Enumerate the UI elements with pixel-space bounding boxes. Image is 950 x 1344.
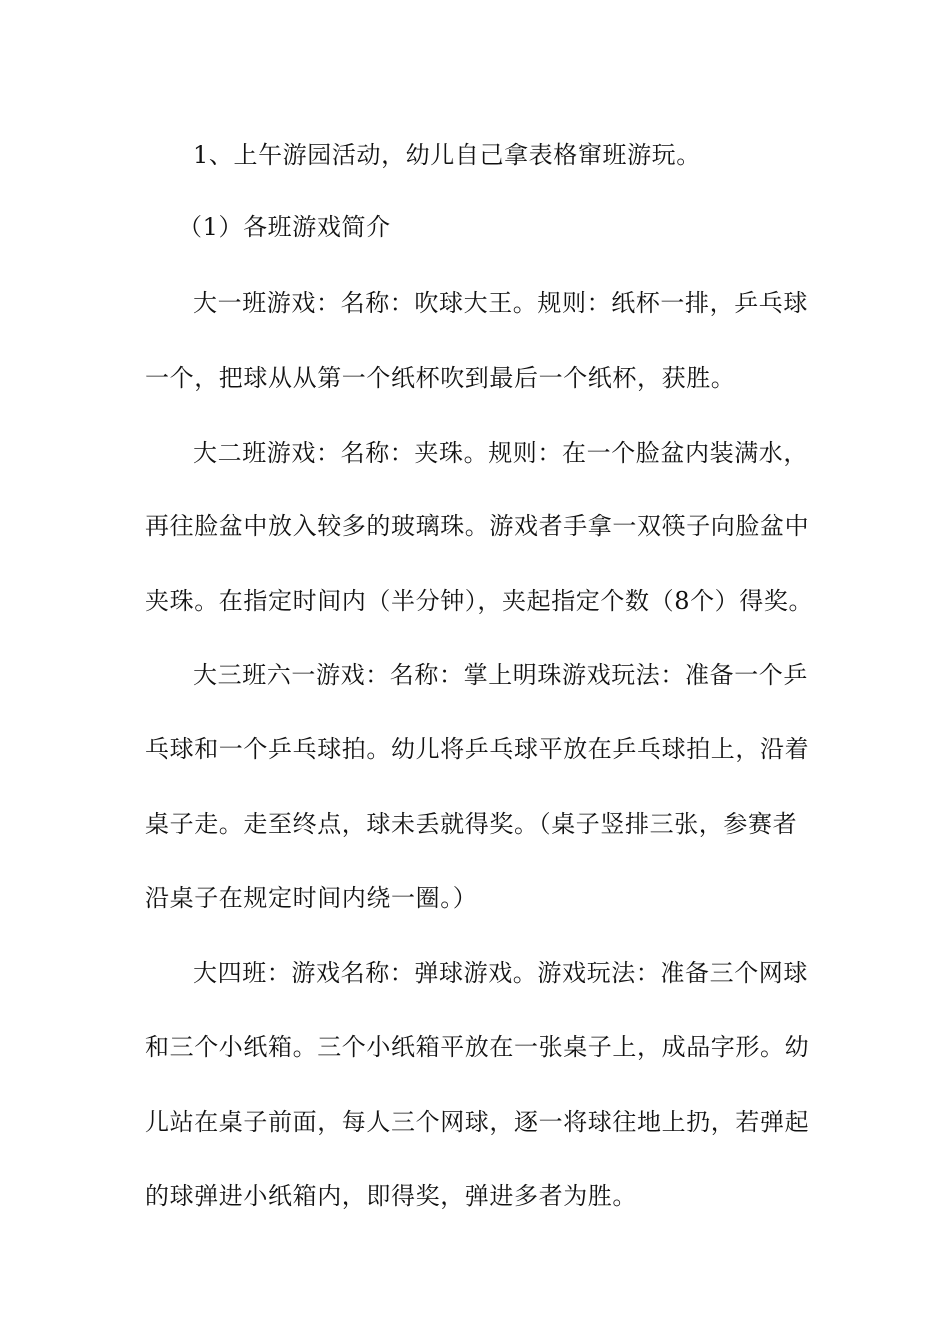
paragraph-line: 沿桌子在规定时间内绕一圈。） (145, 884, 478, 912)
section-heading: （1）各班游戏简介 (178, 213, 391, 241)
paragraph-line: 桌子走。走至终点，球未丢就得奖。（桌子竖排三张，参赛者 (145, 810, 798, 838)
paragraph-line: 一个，把球从从第一个纸杯吹到最后一个纸杯，获胜。 (145, 364, 736, 392)
paragraph-line: 再往脸盆中放入较多的玻璃珠。游戏者手拿一双筷子向脸盆中 (145, 512, 810, 540)
paragraph-line: 的球弹进小纸箱内，即得奖，弹进多者为胜。 (145, 1182, 637, 1210)
paragraph-line: 大四班：游戏名称：弹球游戏。游戏玩法：准备三个网球 (193, 959, 808, 987)
paragraph-line: 大二班游戏：名称：夹珠。规则：在一个脸盆内装满水， (193, 439, 808, 467)
paragraph-line: 儿站在桌子前面，每人三个网球，逐一将球往地上扔，若弹起 (145, 1108, 810, 1136)
paragraph-line: 乓球和一个乒乓球拍。幼儿将乒乓球平放在乒乓球拍上，沿着 (145, 735, 810, 763)
paragraph-line: 1、上午游园活动，幼儿自己拿表格窜班游玩。 (193, 141, 701, 169)
paragraph-line: 和三个小纸箱。三个小纸箱平放在一张桌子上，成品字形。幼 (145, 1033, 810, 1061)
paragraph-line: 夹珠。在指定时间内（半分钟），夹起指定个数（8个）得奖。 (145, 587, 814, 615)
paragraph-line: 大三班六一游戏：名称：掌上明珠游戏玩法：准备一个乒 (193, 661, 808, 689)
paragraph-line: 大一班游戏：名称：吹球大王。规则：纸杯一排，乒乓球 (193, 289, 808, 317)
